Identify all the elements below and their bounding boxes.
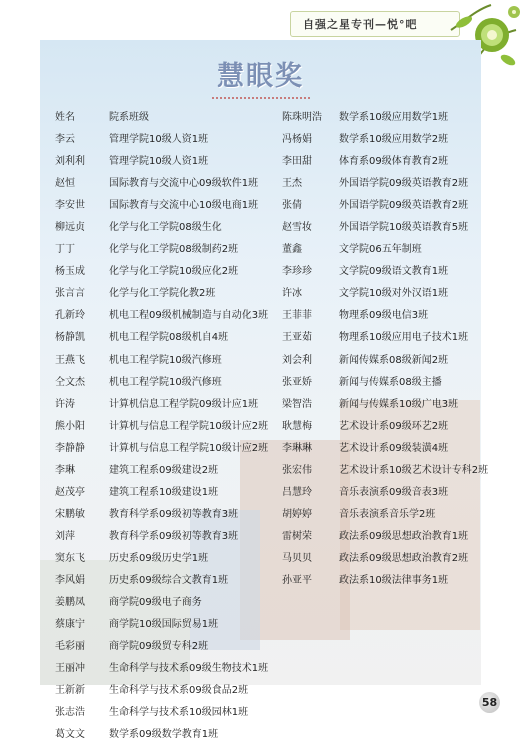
list-item: [55, 460, 265, 482]
list-item: [282, 570, 478, 592]
student-name: 姜鹏凤: [55, 597, 85, 609]
list-item: [55, 482, 265, 504]
student-name: 赵恒: [55, 178, 75, 190]
student-name: 董鑫: [282, 244, 302, 256]
student-name: 李静静: [55, 442, 85, 454]
student-name: 孙亚平: [282, 574, 312, 586]
list-item: [55, 261, 265, 283]
student-name: 张志浩: [55, 707, 85, 719]
list-item: [55, 548, 265, 570]
list-item: [282, 107, 478, 129]
student-name: 李珍珍: [282, 266, 312, 278]
list-item: [282, 372, 478, 394]
student-department: 机电工程学院10级汽修班: [109, 354, 222, 366]
list-item: [282, 504, 478, 526]
student-name: 胡婷婷: [282, 508, 312, 520]
student-name: 李风娟: [55, 574, 85, 586]
student-name: 张宏伟: [282, 464, 312, 476]
list-item: [55, 350, 265, 372]
student-department: 外国语学院09级英语教育2班: [339, 178, 469, 190]
student-name: 吕慧玲: [282, 486, 312, 498]
student-name: 许涛: [55, 398, 75, 410]
list-item: [55, 217, 265, 239]
list-item: [282, 195, 478, 217]
student-name: 仝文杰: [55, 376, 85, 388]
list-item: [55, 239, 265, 261]
list-item: [55, 416, 269, 438]
student-name: 张亚娇: [282, 376, 312, 388]
student-department: 音乐表演系09级音表3班: [339, 486, 449, 498]
list-item: [282, 327, 478, 349]
list-item: [282, 526, 478, 548]
student-department: 艺术设计系09级环艺2班: [339, 420, 449, 432]
list-item: [55, 614, 265, 636]
student-name: 刘会利: [282, 354, 312, 366]
student-department: 化学与化工学院08级生化: [109, 222, 222, 234]
student-name: 王亚茹: [282, 332, 312, 344]
student-name: 王杰: [282, 178, 302, 190]
student-department: 新闻传媒系08级新闻2班: [339, 354, 449, 366]
student-department: 化学与化工学院08级制药2班: [109, 244, 239, 256]
student-name: 毛彩丽: [55, 641, 85, 653]
student-department: 物理系09级电信3班: [339, 310, 429, 322]
list-item: [55, 305, 269, 327]
page-title: 慧眼奖: [217, 61, 304, 92]
list-item: [282, 416, 478, 438]
student-name: 李安世: [55, 200, 85, 212]
student-department: 国际教育与交流中心10级电商1班: [109, 200, 259, 212]
list-item: [282, 305, 478, 327]
student-name: 丁丁: [55, 244, 75, 256]
student-department: 历史系09级历史学1班: [109, 552, 209, 564]
student-name: 熊小阳: [55, 420, 85, 432]
student-department: 化学与化工学院10级应化2班: [109, 266, 239, 278]
list-item: [55, 107, 265, 129]
student-name: 杨玉成: [55, 266, 85, 278]
list-item: [282, 217, 478, 239]
student-department: 商学院09级贸专科2班: [109, 641, 209, 653]
student-department: 数学系09级数学教育1班: [109, 729, 219, 741]
list-item: [282, 129, 478, 151]
student-department: 院系班级: [109, 112, 149, 123]
list-item: [55, 394, 265, 416]
list-item: [55, 570, 265, 592]
student-department: 国际教育与交流中心09级软件1班: [109, 178, 259, 190]
student-department: 计算机信息工程学院09级计应1班: [109, 398, 259, 410]
list-item: [55, 327, 265, 349]
list-item: [55, 195, 265, 217]
student-department: 外国语学院10级英语教育5班: [339, 222, 469, 234]
student-name: 李琳琳: [282, 442, 312, 454]
student-name: 蔡康宁: [55, 619, 85, 631]
student-department: 生命科学与技术系10级园林1班: [109, 707, 249, 719]
student-department: 数学系10级应用数学2班: [339, 134, 449, 146]
list-item: [55, 372, 265, 394]
list-item: [282, 482, 478, 504]
list-item: [55, 658, 269, 680]
student-name: 王新新: [55, 685, 85, 697]
student-department: 机电工程学院10级汽修班: [109, 376, 222, 388]
list-item: [55, 283, 265, 305]
list-item: [282, 173, 478, 195]
student-name: 姓名: [55, 112, 75, 123]
student-department: 数学系10级应用数学1班: [339, 112, 449, 123]
student-department: 计算机与信息工程学院10级计应2班: [109, 420, 269, 432]
student-department: 文学院10级对外汉语1班: [339, 288, 449, 300]
student-name: 许冰: [282, 288, 302, 300]
student-name: 梁智浩: [282, 398, 312, 410]
student-name: 冯杨娟: [282, 134, 312, 146]
list-item: [282, 283, 478, 305]
student-name: 刘利利: [55, 156, 85, 168]
student-department: 音乐表演系音乐学2班: [339, 508, 436, 520]
student-department: 生命科学与技术系09级生物技术1班: [109, 663, 269, 675]
student-name: 李云: [55, 134, 75, 146]
student-name: 耿慧梅: [282, 420, 312, 432]
list-item: [55, 526, 265, 548]
list-item: [282, 438, 478, 460]
student-department: 体育系09级体育教育2班: [339, 156, 449, 168]
student-department: 机电工程09级机械制造与自动化3班: [109, 310, 269, 322]
student-name: 张倩: [282, 200, 302, 212]
student-department: 机电工程学院08级机自4班: [109, 332, 229, 344]
list-item: [282, 394, 478, 416]
student-name: 张言言: [55, 288, 85, 300]
list-item: [55, 592, 265, 614]
header-title: 自强之星专刊—悦°吧: [303, 18, 418, 31]
list-item: [55, 151, 265, 173]
student-name: 王燕飞: [55, 354, 85, 366]
student-name: 雷树荣: [282, 530, 312, 542]
list-item: [55, 724, 265, 746]
list-item: [282, 239, 478, 261]
student-department: 外国语学院09级英语教育2班: [339, 200, 469, 212]
student-department: 新闻与传媒系10级广电3班: [339, 398, 459, 410]
student-department: 政法系09级思想政治教育1班: [339, 530, 469, 542]
list-item: [282, 460, 489, 482]
award-list-left: [55, 107, 269, 746]
header-banner: [290, 11, 460, 37]
student-name: 赵茂亭: [55, 486, 85, 498]
list-item: [55, 504, 265, 526]
student-department: 管理学院10级人资1班: [109, 134, 209, 146]
student-name: 王丽冲: [55, 663, 85, 675]
list-item: [55, 129, 265, 151]
student-department: 建筑工程系10级建设1班: [109, 486, 219, 498]
student-name: 李琳: [55, 464, 75, 476]
student-department: 生命科学与技术系09级食品2班: [109, 685, 249, 697]
student-name: 杨静凯: [55, 332, 85, 344]
student-name: 李田甜: [282, 156, 312, 168]
list-item: [55, 173, 265, 195]
list-item: [282, 151, 478, 173]
student-name: 窦东飞: [55, 552, 85, 564]
page-number: 58: [479, 692, 500, 713]
student-department: 新闻与传媒系08级主播: [339, 376, 442, 388]
student-name: 刘萍: [55, 530, 75, 542]
list-item: [55, 702, 265, 724]
student-name: 葛文文: [55, 729, 85, 741]
student-department: 计算机与信息工程学院10级计应2班: [109, 442, 269, 454]
student-department: 政法系09级思想政治教育2班: [339, 552, 469, 564]
list-item: [55, 438, 269, 460]
award-list-right: [282, 107, 489, 592]
student-department: 教育科学系09级初等教育3班: [109, 508, 239, 520]
student-name: 孔新玲: [55, 310, 85, 322]
student-department: 商学院09级电子商务: [109, 597, 202, 609]
content-panel: [40, 40, 489, 741]
list-item: [282, 548, 478, 570]
student-name: 赵雪妆: [282, 222, 312, 234]
student-department: 艺术设计系09级装潢4班: [339, 442, 449, 454]
student-department: 历史系09级综合文教育1班: [109, 574, 229, 586]
student-department: 物理系10级应用电子技术1班: [339, 332, 469, 344]
student-department: 艺术设计系10级艺术设计专科2班: [339, 464, 489, 476]
list-item: [55, 680, 265, 702]
student-name: 宋鹏敏: [55, 508, 85, 520]
student-department: 文学院06五年制班: [339, 244, 422, 256]
student-department: 管理学院10级人资1班: [109, 156, 209, 168]
list-item: [55, 636, 265, 658]
student-department: 商学院10级国际贸易1班: [109, 619, 219, 631]
student-department: 文学院09级语文教育1班: [339, 266, 449, 278]
student-name: 陈珠明浩: [282, 112, 322, 123]
list-item: [282, 261, 478, 283]
student-department: 教育科学系09级初等教育3班: [109, 530, 239, 542]
student-name: 马贝贝: [282, 552, 312, 564]
student-department: 化学与化工学院化教2班: [109, 288, 216, 300]
list-item: [282, 350, 478, 372]
student-department: 政法系10级法律事务1班: [339, 574, 449, 586]
student-name: 王菲菲: [282, 310, 312, 322]
student-department: 建筑工程系09级建设2班: [109, 464, 219, 476]
title-divider: [212, 97, 310, 99]
student-name: 柳远贞: [55, 222, 85, 234]
